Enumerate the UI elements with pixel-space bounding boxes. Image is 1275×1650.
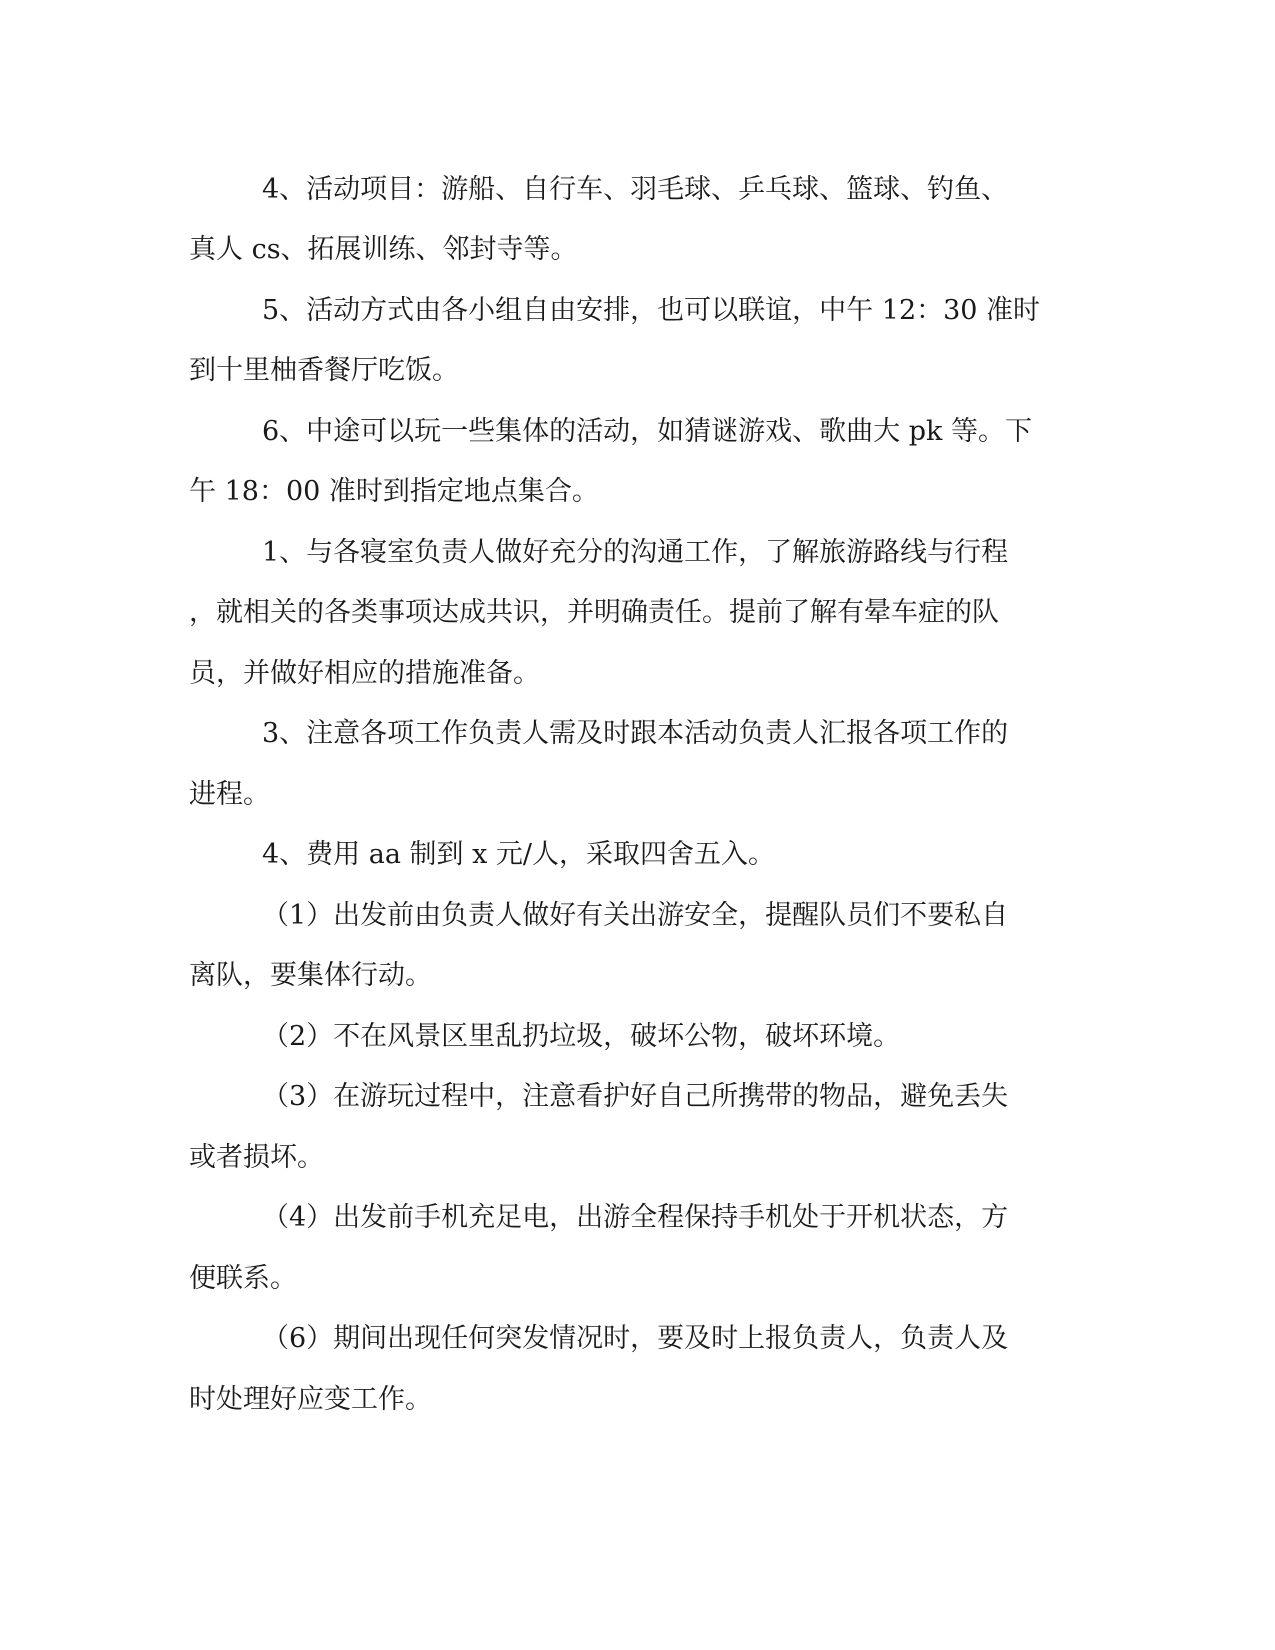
- text-line: 1、与各寝室负责人做好充分的沟通工作，了解旅游路线与行程: [262, 537, 1009, 568]
- text-line: 到十里柚香餐厅吃饭。: [189, 355, 459, 386]
- text-line: （1）出发前由负责人做好有关出游安全，提醒队员们不要私自: [262, 900, 1009, 931]
- text-line: 午 18：00 准时到指定地点集合。: [189, 476, 599, 507]
- text-line: 6、中途可以玩一些集体的活动，如猜谜游戏、歌曲大 pk 等。下: [262, 416, 1032, 447]
- text-line: 员，并做好相应的措施准备。: [189, 658, 540, 689]
- text-line: 或者损坏。: [189, 1142, 324, 1173]
- text-line: 离队，要集体行动。: [189, 960, 432, 991]
- text-line: （2）不在风景区里乱扔垃圾，破坏公物，破坏环境。: [262, 1021, 901, 1052]
- text-line: 5、活动方式由各小组自由安排，也可以联谊，中午 12：30 准时: [262, 295, 1041, 326]
- text-line: 时处理好应变工作。: [189, 1384, 432, 1415]
- text-line: 4、活动项目：游船、自行车、羽毛球、乒乓球、篮球、钓鱼、: [262, 174, 1009, 205]
- text-line: 3、注意各项工作负责人需及时跟本活动负责人汇报各项工作的: [262, 718, 1009, 749]
- text-line: （4）出发前手机充足电，出游全程保持手机处于开机状态，方: [262, 1202, 1009, 1233]
- text-line: （3）在游玩过程中，注意看护好自己所携带的物品，避免丢失: [262, 1081, 1009, 1112]
- text-line: （6）期间出现任何突发情况时，要及时上报负责人，负责人及: [262, 1323, 1009, 1354]
- text-line: 便联系。: [189, 1263, 297, 1294]
- text-line: 真人 cs、拓展训练、邻封寺等。: [189, 234, 578, 265]
- text-line: 4、费用 aa 制到 x 元/人，采取四舍五入。: [262, 839, 776, 870]
- text-line: ，就相关的各类事项达成共识，并明确责任。提前了解有晕车症的队: [189, 597, 999, 628]
- text-line: 进程。: [189, 779, 270, 810]
